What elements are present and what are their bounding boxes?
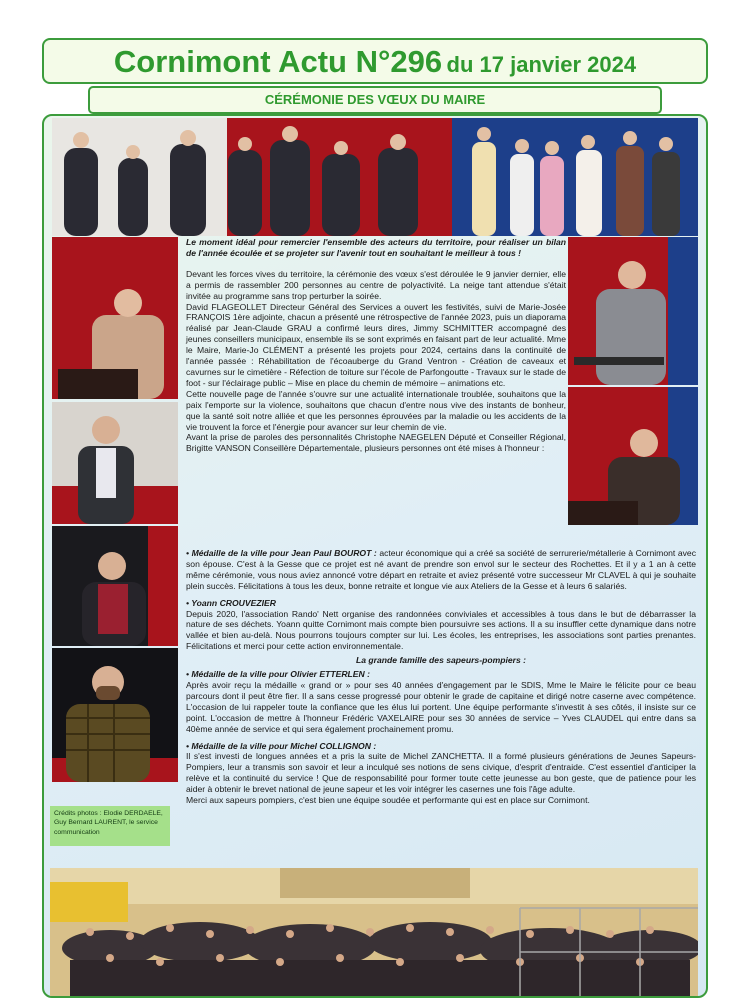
paragraph-3: Cette nouvelle page de l'année s'ouvre sur une actualité internationale troublée, souhaitons que la paix l'emporte sur la violence, souhaitons que chacun d'entre nous vive des instants de bonheur, que la santé soit notre alliée et que les personnes éprouvées par la maladie ou les accidents de la vie trouvent la force et l'énergie pour avancer sur leur chemin de vie.: [186, 388, 566, 432]
photo-credits: Crédits photos : Elodie DERDAELE, Guy Bernard LAURENT, le service communication: [50, 806, 170, 846]
masthead: [42, 38, 708, 84]
closing-text: Merci aux sapeurs pompiers, c'est bien une équipe soudée et performante qui est en place sur Cornimont.: [186, 795, 590, 806]
paragraph-1: Devant les forces vives du territoire, la cérémonie des vœux s'est déroulée le 9 janvier dernier, elle a permis de rassembler 200 personnes au centre de polyactivité. La neige tant attendue s'était invitée au programme sans trop perturber la soirée.: [186, 268, 566, 301]
paragraph-4: Avant la prise de paroles des personnalités Christophe NAEGELEN Député et Conseiller Régional, Brigitte VANSON Conseillère Départementale, plusieurs personnes ont été mises à l'honneur :: [186, 432, 566, 454]
photo-speaker-man-2: [52, 648, 178, 782]
newsletter-title: [44, 44, 706, 80]
honor-text: acteur économique qui a créé sa société de serrurerie/métallerie à Cornimont avec son épouse. C'est à la Gesse que ce projet est né avant de prendre son envol sur le secteur des Rochettes. Et il y a 1 an à cette même cérémonie, vous nous aviez annoncé votre départ en retraite et aviez présenté votre successeur Mr CLAVEL à qui je souhaite plein succès. Félicitations à tous les deux, bonne retraite et longue vie aux Ateliers de la Gesse et à leurs 6 salariés.: [186, 548, 696, 591]
group-photo-top: [52, 118, 698, 236]
photo-speaker-man-1: [52, 402, 178, 524]
photo-speaker-man-3: [568, 237, 698, 385]
photo-speaker-woman-2: [52, 526, 178, 646]
honor-heading: • Médaille de la ville pour Jean Paul BOUROT :: [186, 548, 377, 558]
pompier-etterlen-text: Après avoir reçu la médaille « grand or » pour ses 40 années d'engagement par le SDIS, Mme le Maire le félicite pour ce beau parcours dont il peut être fier. Il a sans cesse progressé pour obtenir le grade de capitaine et dirigé notre caserne avec compétence. L'occasion de lui rappeler toute la confiance que les élus lui portent. Une équipe performante s'investit à ses côtés, il insiste sur ce point. L'occasion de mettre à l'honneur Frédéric VAXELAIRE pour ses 30 années de service – Yves CLAUDEL qui entre dans sa 40ème année de service et qui sera également prochainement promu.: [186, 679, 696, 734]
photo-speaker-woman-3: [568, 387, 698, 525]
issue-title: Cornimont Actu N°296: [113, 44, 443, 79]
honor-crouvezier-heading: [186, 598, 696, 609]
honors-section: [186, 548, 696, 806]
paragraph-2: David FLAGEOLLET Directeur Général des Services a ouvert les festivités, suivi de Marie-Josée FRANÇOIS 1ère adjointe, chacun a présenté une rétrospective de l'année 2023, puis un diaporama réalisé par Jean-Claude GRAU a confirmé leurs dires, Jimmy SCHMITTER accompagné des jeunes conseillers municipaux, ensemble ils se sont exprimés en faisant part de leur actualité. Mme le Maire, Marie-Jo CLÉMENT a présenté les projets pour 2024, certains dans la continuité de l'année passée : Réhabilitation de l'écoauberge du Grand Ventron - Création de caveaux et cavurnes sur le cimetière - Réfection de toiture sur l'école de Parfongoutte - Travaux sur le stade de foot - sur l'éclairage public – Mise en place du chemin de mémoire – animations etc.: [186, 301, 566, 388]
honor-crouvezier-text: Depuis 2020, l'association Rando' Nett organise des randonnées conviviales et accessibles à tous dans le but de débarrasser la nature de ses déchets. Yoann quitte Cornimont mais compte bien poursuivre ses actions. Il a su insuffler cette dynamique dans notre vallée et bien au-delà. Nous pourrons toujours compter sur lui. Les écoles, les entreprises, les associations sont parties prenantes. Félicitations et merci pour cette action environnementale.: [186, 608, 696, 652]
article-column: [186, 237, 566, 454]
intro-text: Le moment idéal pour remercier l'ensemble des acteurs du territoire, pour réaliser un bilan de l'année écoulée et se projeter sur l'avenir tout en souhaitant le meilleur à tous !: [186, 237, 566, 258]
honor-heading: • Médaille de la ville pour Michel COLLIGNON :: [186, 740, 377, 751]
issue-date: du 17 janvier 2024: [446, 52, 637, 77]
honor-heading: • Yoann CROUVEZIER: [186, 597, 276, 608]
pompier-etterlen-heading: [186, 669, 696, 680]
honor-bourot: [186, 548, 696, 592]
pompiers-title: La grande famille des sapeurs-pompiers :: [355, 655, 527, 666]
pompier-collignon-heading: [186, 741, 696, 752]
honor-heading: • Médaille de la ville pour Olivier ETTERLEN :: [186, 669, 370, 680]
pompier-collignon-text: Il s'est investi de longues années et a pris la suite de Michel ZANCHETTA. Il a formé plusieurs générations de Jeunes Sapeurs-Pompiers, leur a transmis son savoir et leur a inculqué ses notions de sens civique, d'esprit d'entraide. C'est essentiel d'anticiper la relève et la continuité du service ! Que de responsabilité pour former toute cette jeunesse au bon geste, que de patience pour les aider à obtenir le brevet national de jeune sapeur et les voir intégrer les casernes une fois l'âge adulte.: [186, 751, 696, 795]
section-title: CÉRÉMONIE DES VŒUX DU MAIRE: [88, 86, 662, 114]
photo-speaker-woman-1: [52, 237, 178, 399]
audience-photo: [50, 868, 698, 996]
